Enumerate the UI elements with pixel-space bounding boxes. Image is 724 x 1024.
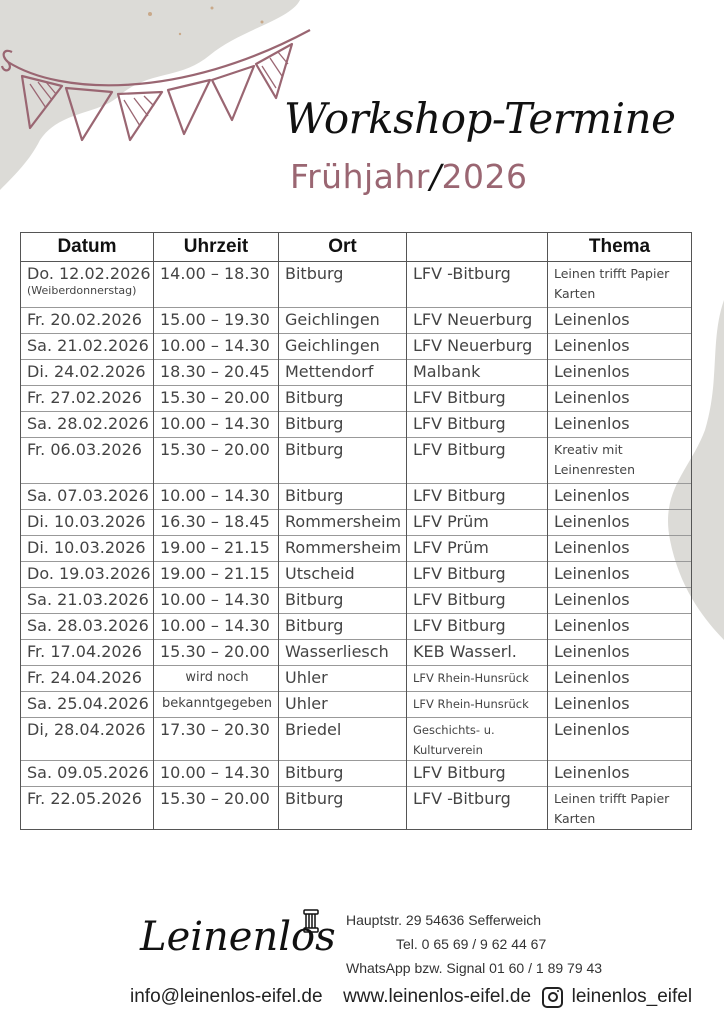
cell-ort [279, 360, 407, 386]
table-row [21, 536, 692, 562]
cell-thema [548, 588, 692, 614]
cell-thema-text: Leinenlos [554, 616, 630, 635]
cell-veranstalter-text: LFV Rhein-Hunsrück [413, 671, 529, 685]
cell-uhrzeit-text: 14.00 – 18.30 [160, 264, 270, 283]
cell-ort [279, 640, 407, 666]
cell-ort-text: Mettendorf [285, 362, 374, 381]
cell-ort [279, 334, 407, 360]
cell-thema-text: Leinenlos [554, 642, 630, 661]
cell-uhrzeit [154, 562, 279, 588]
cell-uhrzeit-text: 10.00 – 14.30 [160, 336, 270, 355]
cell-uhrzeit [154, 484, 279, 510]
cell-ort [279, 536, 407, 562]
cell-datum [21, 562, 154, 588]
cell-thema-text: Leinenlos [554, 668, 630, 687]
cell-ort [279, 562, 407, 588]
column-header-thema: Thema [548, 233, 692, 262]
cell-uhrzeit [154, 640, 279, 666]
table-row [21, 718, 692, 761]
cell-ort-text: Geichlingen [285, 310, 380, 329]
cell-uhrzeit [154, 761, 279, 787]
table-row [21, 334, 692, 360]
cell-datum [21, 438, 154, 484]
cell-ort-text: Bitburg [285, 590, 344, 609]
cell-veranstalter-text: LFV Bitburg [413, 564, 506, 583]
cell-veranstalter-text: LFV Bitburg [413, 440, 506, 459]
cell-datum-text: Fr. 22.05.2026 [27, 789, 142, 808]
cell-datum [21, 614, 154, 640]
cell-veranstalter-text: LFV Bitburg [413, 388, 506, 407]
page-subtitle [290, 157, 527, 196]
cell-uhrzeit-text: 10.00 – 14.30 [160, 763, 270, 782]
cell-ort [279, 787, 407, 830]
logo-text: Leinenlos [140, 914, 336, 960]
cell-veranstalter-text: LFV -Bitburg [413, 789, 511, 808]
cell-ort [279, 412, 407, 438]
cell-veranstalter [407, 510, 548, 536]
cell-thema [548, 761, 692, 787]
cell-datum-text: Di. 10.03.2026 [27, 538, 146, 557]
cell-thema-line2: Karten [554, 286, 596, 301]
table-row [21, 761, 692, 787]
cell-datum [21, 386, 154, 412]
cell-uhrzeit-text: wird noch [185, 670, 249, 685]
cell-datum [21, 484, 154, 510]
cell-datum-text: Di. 24.02.2026 [27, 362, 146, 381]
cell-datum-text: Fr. 06.03.2026 [27, 440, 142, 459]
subtitle-slash: / [429, 157, 442, 196]
cell-thema-text: Leinenlos [554, 694, 630, 713]
cell-thema [548, 787, 692, 830]
table-row [21, 412, 692, 438]
table-row [21, 787, 692, 830]
cell-uhrzeit-text: 15.30 – 20.00 [160, 789, 270, 808]
cell-ort-text: Bitburg [285, 616, 344, 635]
cell-ort [279, 761, 407, 787]
cell-ort [279, 588, 407, 614]
cell-thema [548, 438, 692, 484]
cell-uhrzeit [154, 510, 279, 536]
cell-uhrzeit-text: 15.30 – 20.00 [160, 388, 270, 407]
cell-veranstalter-text: LFV Rhein-Hunsrück [413, 697, 529, 711]
cell-uhrzeit-text: 10.00 – 14.30 [160, 414, 270, 433]
table-row [21, 640, 692, 666]
cell-datum-text: Fr. 17.04.2026 [27, 642, 142, 661]
cell-ort [279, 614, 407, 640]
cell-ort-text: Rommersheim [285, 538, 402, 557]
table-row [21, 262, 692, 308]
cell-thema-text: Leinenlos [554, 414, 630, 433]
cell-veranstalter-text: Geschichts- u. [413, 723, 495, 737]
subtitle-year: 2026 [441, 157, 528, 196]
cell-veranstalter-text: LFV Bitburg [413, 414, 506, 433]
cell-thema-text: Leinenlos [554, 486, 630, 505]
cell-uhrzeit-text: 10.00 – 14.30 [160, 590, 270, 609]
cell-veranstalter-text: LFV Bitburg [413, 590, 506, 609]
cell-datum-text: Sa. 28.03.2026 [27, 616, 149, 635]
cell-thema [548, 262, 692, 308]
cell-thema [548, 614, 692, 640]
cell-uhrzeit [154, 308, 279, 334]
bunting-garland [0, 0, 330, 160]
column-header-uhrzeit: Uhrzeit [154, 233, 279, 262]
cell-datum [21, 692, 154, 718]
cell-uhrzeit [154, 536, 279, 562]
cell-datum [21, 334, 154, 360]
cell-uhrzeit [154, 262, 279, 308]
cell-datum-text: Sa. 09.05.2026 [27, 763, 149, 782]
cell-veranstalter-text: KEB Wasserl. [413, 642, 517, 661]
cell-datum [21, 360, 154, 386]
cell-datum-text: Sa. 21.02.2026 [27, 336, 149, 355]
cell-datum [21, 787, 154, 830]
cell-uhrzeit [154, 666, 279, 692]
cell-veranstalter [407, 614, 548, 640]
cell-thema-text: Leinenlos [554, 763, 630, 782]
cell-uhrzeit-text: 15.00 – 19.30 [160, 310, 270, 329]
footer-whatsapp: WhatsApp bzw. Signal 01 60 / 1 89 79 43 [346, 960, 603, 976]
cell-datum-text: Do. 12.02.2026 [27, 264, 151, 283]
cell-datum-line2: (Weiberdonnerstag) [27, 284, 137, 297]
cell-veranstalter [407, 438, 548, 484]
cell-ort [279, 718, 407, 761]
table-row [21, 588, 692, 614]
cell-thema [548, 640, 692, 666]
cell-thema [548, 412, 692, 438]
cell-datum-text: Fr. 27.02.2026 [27, 388, 142, 407]
cell-thema [548, 510, 692, 536]
cell-thema-text: Leinen trifft Papier [554, 266, 670, 281]
footer-instagram[interactable]: leinenlos_eifel [571, 986, 693, 1007]
cell-thema-text: Leinenlos [554, 310, 630, 329]
cell-datum [21, 761, 154, 787]
cell-uhrzeit [154, 588, 279, 614]
cell-thema [548, 386, 692, 412]
footer-contact-line [130, 986, 692, 1008]
column-header-datum: Datum [21, 233, 154, 262]
table-row [21, 666, 692, 692]
cell-datum [21, 666, 154, 692]
footer-phone: Tel. 0 65 69 / 9 62 44 67 [396, 936, 547, 952]
cell-uhrzeit [154, 614, 279, 640]
cell-ort-text: Briedel [285, 720, 342, 739]
table-row [21, 438, 692, 484]
cell-veranstalter [407, 588, 548, 614]
cell-datum [21, 640, 154, 666]
cell-datum-text: Di. 10.03.2026 [27, 512, 146, 531]
cell-ort-text: Bitburg [285, 789, 344, 808]
table-row [21, 614, 692, 640]
cell-ort [279, 308, 407, 334]
cell-uhrzeit-text: bekanntgegeben [161, 696, 273, 711]
cell-datum-text: Sa. 28.02.2026 [27, 414, 149, 433]
table-row [21, 562, 692, 588]
cell-datum [21, 412, 154, 438]
cell-veranstalter [407, 640, 548, 666]
cell-ort-text: Bitburg [285, 486, 344, 505]
cell-thema-text: Leinenlos [554, 336, 630, 355]
cell-datum [21, 718, 154, 761]
cell-uhrzeit-text: 19.00 – 21.15 [160, 564, 270, 583]
cell-veranstalter [407, 536, 548, 562]
table-row [21, 484, 692, 510]
cell-uhrzeit [154, 438, 279, 484]
cell-datum-text: Fr. 24.04.2026 [27, 668, 142, 687]
cell-uhrzeit-text: 19.00 – 21.15 [160, 538, 270, 557]
cell-ort-text: Wasserliesch [285, 642, 389, 661]
cell-uhrzeit [154, 334, 279, 360]
cell-ort-text: Utscheid [285, 564, 355, 583]
cell-thema-text: Leinenlos [554, 720, 630, 739]
cell-veranstalter-text: Malbank [413, 362, 481, 381]
thread-spool-icon [300, 906, 322, 936]
cell-thema-text: Leinenlos [554, 590, 630, 609]
cell-ort-text: Geichlingen [285, 336, 380, 355]
cell-thema-text: Kreativ mit [554, 442, 623, 457]
cell-veranstalter [407, 484, 548, 510]
cell-veranstalter [407, 412, 548, 438]
cell-datum-text: Sa. 25.04.2026 [27, 694, 149, 713]
cell-thema [548, 666, 692, 692]
cell-datum [21, 588, 154, 614]
cell-datum-text: Do. 19.03.2026 [27, 564, 151, 583]
cell-uhrzeit [154, 787, 279, 830]
table-header-row [21, 233, 692, 262]
footer-website[interactable]: www.leinenlos-eifel.de [343, 986, 532, 1007]
cell-veranstalter-text: LFV Prüm [413, 538, 489, 557]
cell-thema [548, 334, 692, 360]
cell-ort-text: Bitburg [285, 264, 344, 283]
cell-veranstalter-text: LFV Bitburg [413, 763, 506, 782]
cell-datum [21, 510, 154, 536]
cell-veranstalter [407, 692, 548, 718]
cell-datum [21, 536, 154, 562]
cell-ort-text: Bitburg [285, 388, 344, 407]
subtitle-season: Frühjahr [290, 157, 430, 196]
cell-datum [21, 262, 154, 308]
cell-veranstalter-text: LFV Neuerburg [413, 336, 533, 355]
cell-thema-text: Leinenlos [554, 538, 630, 557]
cell-ort [279, 692, 407, 718]
cell-veranstalter [407, 262, 548, 308]
cell-veranstalter [407, 334, 548, 360]
cell-uhrzeit [154, 360, 279, 386]
cell-ort [279, 666, 407, 692]
cell-veranstalter [407, 562, 548, 588]
cell-ort-text: Bitburg [285, 414, 344, 433]
cell-thema [548, 718, 692, 761]
cell-uhrzeit-text: 17.30 – 20.30 [160, 720, 270, 739]
cell-veranstalter [407, 787, 548, 830]
workshop-schedule-table [20, 232, 692, 830]
cell-uhrzeit-text: 15.30 – 20.00 [160, 440, 270, 459]
leinenlos-logo [140, 914, 336, 960]
cell-thema-text: Leinenlos [554, 512, 630, 531]
cell-thema [548, 484, 692, 510]
cell-datum-text: Sa. 21.03.2026 [27, 590, 149, 609]
cell-uhrzeit-text: 15.30 – 20.00 [160, 642, 270, 661]
cell-thema-text: Leinenlos [554, 564, 630, 583]
cell-veranstalter [407, 308, 548, 334]
cell-thema [548, 562, 692, 588]
table-row [21, 692, 692, 718]
cell-thema [548, 536, 692, 562]
cell-veranstalter [407, 360, 548, 386]
cell-uhrzeit [154, 412, 279, 438]
cell-uhrzeit [154, 692, 279, 718]
cell-ort-text: Uhler [285, 668, 328, 687]
cell-veranstalter-line2: Kulturverein [413, 743, 483, 757]
cell-uhrzeit [154, 386, 279, 412]
cell-datum-text: Sa. 07.03.2026 [27, 486, 149, 505]
cell-thema-text: Leinenlos [554, 362, 630, 381]
cell-uhrzeit [154, 718, 279, 761]
table-row [21, 510, 692, 536]
cell-veranstalter [407, 718, 548, 761]
cell-veranstalter-text: LFV Bitburg [413, 486, 506, 505]
cell-ort-text: Rommersheim [285, 512, 402, 531]
cell-datum-text: Fr. 20.02.2026 [27, 310, 142, 329]
cell-ort [279, 386, 407, 412]
cell-thema [548, 308, 692, 334]
instagram-icon [542, 987, 563, 1008]
cell-veranstalter [407, 666, 548, 692]
cell-datum-text: Di, 28.04.2026 [27, 720, 146, 739]
cell-thema-text: Leinenlos [554, 388, 630, 407]
column-header-veranstalter [407, 233, 548, 262]
table-row [21, 308, 692, 334]
cell-uhrzeit-text: 18.30 – 20.45 [160, 362, 270, 381]
cell-thema-line2: Leinenresten [554, 462, 636, 477]
cell-uhrzeit-text: 10.00 – 14.30 [160, 616, 270, 635]
cell-uhrzeit-text: 16.30 – 18.45 [160, 512, 270, 531]
cell-thema-text: Leinen trifft Papier [554, 791, 670, 806]
cell-veranstalter [407, 386, 548, 412]
column-header-ort: Ort [279, 233, 407, 262]
cell-thema [548, 360, 692, 386]
cell-veranstalter-text: LFV -Bitburg [413, 264, 511, 283]
cell-datum [21, 308, 154, 334]
table-row [21, 386, 692, 412]
cell-ort [279, 484, 407, 510]
cell-veranstalter [407, 761, 548, 787]
footer-email[interactable]: info@leinenlos-eifel.de [130, 986, 323, 1007]
cell-ort-text: Bitburg [285, 440, 344, 459]
cell-uhrzeit-text: 10.00 – 14.30 [160, 486, 270, 505]
footer-address: Hauptstr. 29 54636 Sefferweich [346, 912, 542, 928]
cell-veranstalter-text: LFV Neuerburg [413, 310, 533, 329]
cell-ort [279, 510, 407, 536]
cell-veranstalter-text: LFV Prüm [413, 512, 489, 531]
cell-thema-line2: Karten [554, 811, 596, 826]
cell-ort-text: Bitburg [285, 763, 344, 782]
cell-thema [548, 692, 692, 718]
cell-veranstalter-text: LFV Bitburg [413, 616, 506, 635]
cell-ort-text: Uhler [285, 694, 328, 713]
cell-ort [279, 438, 407, 484]
page-title: Workshop-Termine [284, 94, 676, 143]
cell-ort [279, 262, 407, 308]
table-row [21, 360, 692, 386]
